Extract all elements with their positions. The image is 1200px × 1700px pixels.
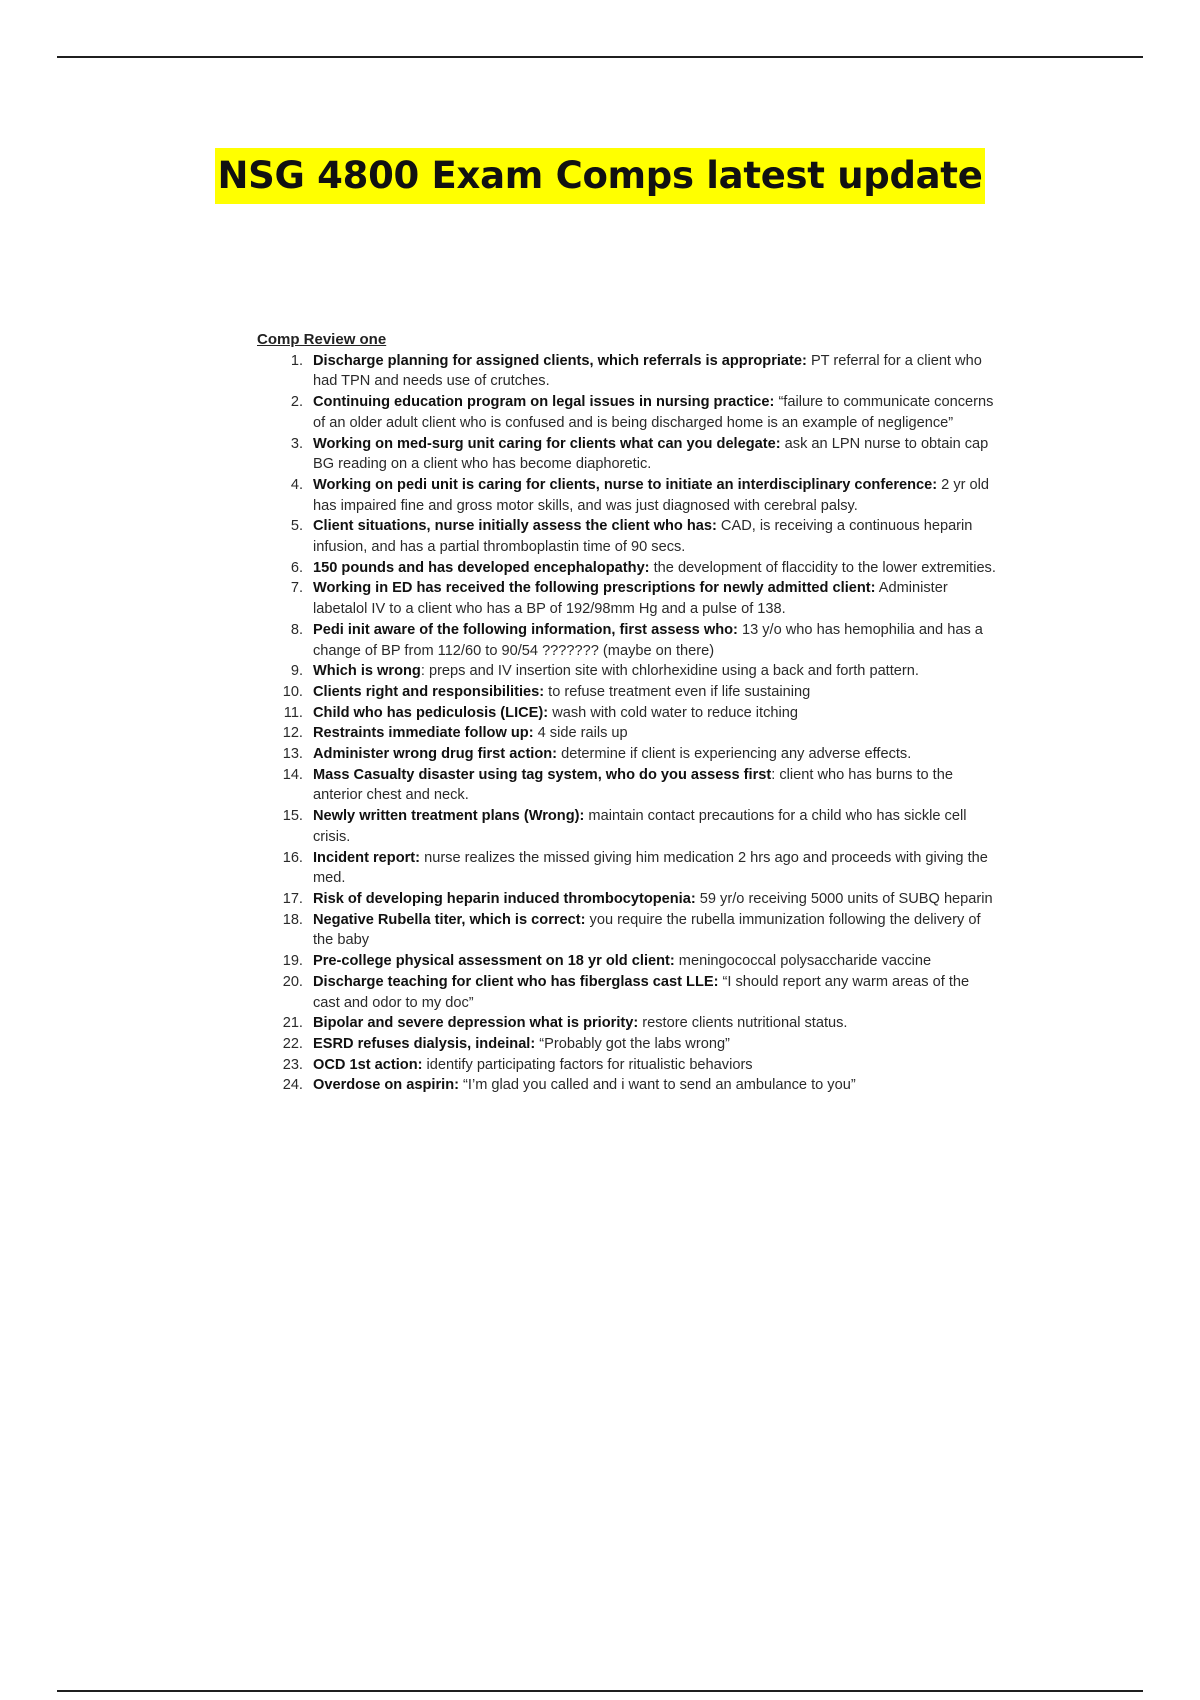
item-question: Administer wrong drug first action: [313,746,558,763]
item-question: Which is wrong [313,663,421,680]
list-item [257,744,997,765]
item-answer: CAD, is receiving a continuous heparin infusion, and has a partial thromboplastin time of 90 secs. [313,518,973,556]
list-item [257,723,997,744]
item-question: Overdose on aspirin: [313,1077,459,1094]
item-number: 4. [290,476,303,493]
question-list [257,351,997,1096]
item-answer: “I’m glad you called and i want to send an ambulance to you” [458,1077,856,1094]
item-question: Risk of developing heparin induced thrombocytopenia: [313,890,696,907]
list-item [257,558,997,579]
item-number: 17. [282,890,303,907]
title-block [0,148,1200,204]
item-question: Incident report: [313,849,421,866]
item-number: 8. [290,621,303,638]
item-answer: : preps and IV insertion site with chlorhexidine using a back and forth pattern. [420,663,919,680]
item-answer: 59 yr/o receiving 5000 units of SUBQ heparin [695,890,993,907]
item-answer: “failure to communicate concerns of an older adult client who is confused and is being discharged home is an example of negligence” [313,394,994,431]
item-answer: 2 yr old has impaired fine and gross motor skills, and was just diagnosed with cerebral palsy. [313,476,990,514]
list-item [257,475,997,516]
list-item [257,703,997,724]
item-question: Mass Casualty disaster using tag system, who do you assess first [313,766,772,783]
item-answer: meningococcal polysaccharide vaccine [674,953,932,970]
item-number: 1. [290,352,303,369]
item-number: 5. [290,518,303,535]
list-item [257,1075,997,1096]
top-rule [57,56,1143,58]
item-question: Pedi init aware of the following information, first assess who: [313,621,738,638]
item-question: Child who has pediculosis (LICE): [313,704,549,721]
item-number: 20. [282,973,303,990]
item-question: Continuing education program on legal issues in nursing practice: [313,394,775,411]
item-number: 13. [282,746,303,763]
item-question: Client situations, nurse initially assess the client who has: [313,518,717,535]
item-question: Bipolar and severe depression what is priority: [313,1015,639,1032]
item-question: Discharge teaching for client who has fiberglass cast LLE: [313,973,719,990]
item-answer: PT referral for a client who had TPN and needs use of crutches. [313,352,982,390]
item-answer: you require the rubella immunization following the delivery of the baby [313,911,981,949]
item-answer: “Probably got the labs wrong” [535,1035,730,1052]
item-answer: 4 side rails up [533,725,628,742]
list-item [257,910,997,951]
item-number: 22. [282,1035,303,1052]
section-heading: Comp Review one [257,331,387,348]
item-question: Working on med-surg unit caring for clients what can you delegate: [313,435,781,452]
item-answer: Administer labetalol IV to a client who has a BP of 192/98mm Hg and a pulse of 138. [313,580,948,618]
list-item [257,972,997,1013]
item-question: 150 pounds and has developed encephalopathy: [313,559,650,576]
item-number: 19. [282,953,303,970]
item-question: Working in ED has received the following prescriptions for newly admitted client: [313,580,876,597]
item-question: Pre-college physical assessment on 18 yr old client: [313,953,675,970]
item-answer: maintain contact precautions for a child who has sickle cell crisis. [313,808,967,845]
item-answer: determine if client is experiencing any adverse effects. [557,746,912,763]
document-body [257,330,997,1096]
item-answer: restore clients nutritional status. [638,1015,848,1032]
item-answer: 13 y/o who has hemophilia and has a change of BP from 112/60 to 90/54 ??????? (maybe on there) [313,621,983,659]
item-number: 14. [282,766,303,783]
item-question: Negative Rubella titer, which is correct: [313,911,586,928]
list-item [257,1034,997,1055]
item-question: Restraints immediate follow up: [313,725,534,742]
item-number: 24. [282,1077,303,1094]
item-number: 21. [282,1015,303,1032]
list-item [257,951,997,972]
item-number: 18. [282,911,303,928]
list-item [257,661,997,682]
list-item [257,516,997,557]
item-answer: ask an LPN nurse to obtain cap BG reading on a client who has become diaphoretic. [313,435,989,473]
list-item [257,392,997,433]
item-number: 11. [283,704,303,721]
list-item [257,578,997,619]
item-question: OCD 1st action: [313,1056,423,1073]
item-number: 9. [290,663,303,680]
list-item [257,620,997,661]
item-number: 10. [282,683,303,700]
item-number: 16. [282,849,303,866]
item-number: 12. [282,725,303,742]
item-number: 6. [290,559,303,576]
list-item [257,351,997,392]
item-answer: to refuse treatment even if life sustaining [544,683,811,700]
list-item [257,889,997,910]
list-item [257,848,997,889]
item-answer: wash with cold water to reduce itching [548,704,798,721]
item-number: 15. [282,808,303,825]
item-number: 23. [282,1056,303,1073]
item-answer: the development of flaccidity to the lower extremities. [649,559,996,576]
item-number: 7. [290,580,303,597]
item-answer: nurse realizes the missed giving him medication 2 hrs ago and proceeds with giving the med. [313,849,988,887]
item-answer: identify participating factors for ritualistic behaviors [422,1056,753,1073]
item-answer: : client who has burns to the anterior chest and neck. [313,766,953,804]
item-question: Discharge planning for assigned clients, which referrals is appropriate: [313,352,807,369]
list-item [257,1013,997,1034]
item-number: 3. [290,435,303,452]
list-item [257,1055,997,1076]
item-number: 2. [290,394,303,411]
item-question: ESRD refuses dialysis, indeinal: [313,1035,536,1052]
list-item [257,682,997,703]
item-question: Clients right and responsibilities: [313,683,545,700]
bottom-rule [57,1690,1143,1692]
list-item [257,765,997,806]
list-item [257,434,997,475]
document-title: NSG 4800 Exam Comps latest update [215,148,986,204]
item-question: Working on pedi unit is caring for clients, nurse to initiate an interdisciplinary conference: [313,476,938,493]
item-answer: “I should report any warm areas of the cast and odor to my doc” [313,973,970,1011]
item-question: Newly written treatment plans (Wrong): [313,808,585,825]
list-item [257,806,997,847]
